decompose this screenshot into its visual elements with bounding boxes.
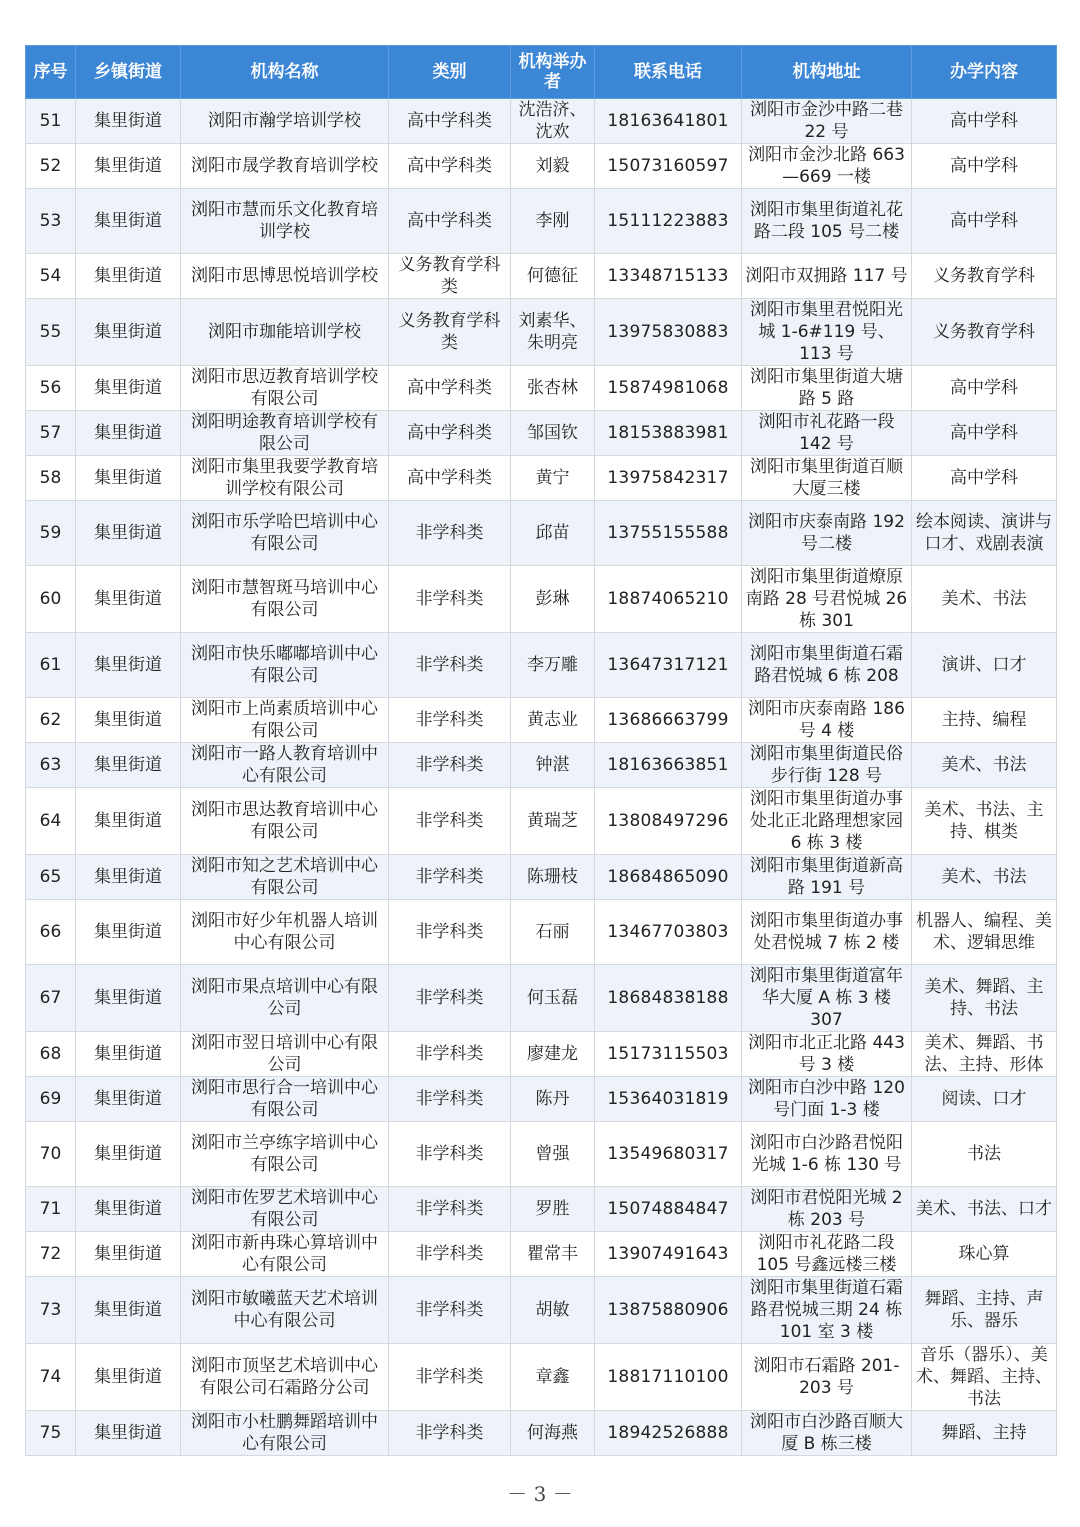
cell-town: 集里街道	[76, 99, 181, 144]
table-row	[26, 788, 1057, 855]
cell-content: 珠心算	[912, 1232, 1057, 1277]
cell-type: 非学科类	[389, 633, 511, 698]
cell-name: 浏阳市翌日培训中心有限公司	[181, 1032, 389, 1077]
cell-holder: 廖建龙	[511, 1032, 595, 1077]
cell-town: 集里街道	[76, 633, 181, 698]
cell-type: 非学科类	[389, 1277, 511, 1344]
table-row	[26, 1077, 1057, 1122]
cell-no: 65	[26, 855, 76, 900]
cell-name: 浏阳市佐罗艺术培训中心有限公司	[181, 1187, 389, 1232]
cell-address: 浏阳市北正北路 443 号 3 楼	[742, 1032, 912, 1077]
cell-no: 69	[26, 1077, 76, 1122]
cell-phone: 13975830883	[595, 299, 742, 366]
cell-content: 舞蹈、主持	[912, 1411, 1057, 1456]
institution-table	[25, 45, 1057, 1456]
cell-no: 70	[26, 1122, 76, 1187]
cell-town: 集里街道	[76, 1122, 181, 1187]
cell-holder: 刘素华、朱明亮	[511, 299, 595, 366]
header-phone: 联系电话	[595, 46, 742, 99]
cell-phone: 13467703803	[595, 900, 742, 965]
table-header-row	[26, 46, 1057, 99]
cell-phone: 13647317121	[595, 633, 742, 698]
table-row	[26, 99, 1057, 144]
cell-name: 浏阳市敏曦蓝天艺术培训中心有限公司	[181, 1277, 389, 1344]
cell-holder: 章鑫	[511, 1344, 595, 1411]
cell-address: 浏阳市集里街道富年华大厦 A 栋 3 楼 307	[742, 965, 912, 1032]
table-row	[26, 1122, 1057, 1187]
cell-address: 浏阳市集里街道石霜路君悦城 6 栋 208	[742, 633, 912, 698]
cell-no: 73	[26, 1277, 76, 1344]
cell-holder: 陈珊枝	[511, 855, 595, 900]
table-row	[26, 1187, 1057, 1232]
cell-town: 集里街道	[76, 965, 181, 1032]
cell-name: 浏阳市好少年机器人培训中心有限公司	[181, 900, 389, 965]
cell-no: 74	[26, 1344, 76, 1411]
cell-type: 非学科类	[389, 501, 511, 566]
cell-address: 浏阳市礼花路一段 142 号	[742, 411, 912, 456]
cell-phone: 15874981068	[595, 366, 742, 411]
cell-address: 浏阳市石霜路 201-203 号	[742, 1344, 912, 1411]
cell-town: 集里街道	[76, 411, 181, 456]
cell-town: 集里街道	[76, 1277, 181, 1344]
cell-holder: 瞿常丰	[511, 1232, 595, 1277]
cell-address: 浏阳市君悦阳光城 2 栋 203 号	[742, 1187, 912, 1232]
table-row	[26, 855, 1057, 900]
cell-holder: 黄宁	[511, 456, 595, 501]
cell-phone: 18874065210	[595, 566, 742, 633]
cell-no: 72	[26, 1232, 76, 1277]
table-row	[26, 1344, 1057, 1411]
header-no: 序号	[26, 46, 76, 99]
cell-address: 浏阳市白沙路君悦阳光城 1-6 栋 130 号	[742, 1122, 912, 1187]
cell-holder: 石丽	[511, 900, 595, 965]
cell-phone: 15111223883	[595, 189, 742, 254]
cell-name: 浏阳市果点培训中心有限公司	[181, 965, 389, 1032]
cell-holder: 李万雕	[511, 633, 595, 698]
cell-name: 浏阳市思达教育培训中心有限公司	[181, 788, 389, 855]
cell-type: 非学科类	[389, 965, 511, 1032]
cell-content: 义务教育学科	[912, 299, 1057, 366]
cell-content: 高中学科	[912, 366, 1057, 411]
cell-name: 浏阳市珈能培训学校	[181, 299, 389, 366]
cell-content: 高中学科	[912, 411, 1057, 456]
cell-town: 集里街道	[76, 1032, 181, 1077]
cell-content: 美术、书法、口才	[912, 1187, 1057, 1232]
table-body	[26, 99, 1057, 1456]
cell-type: 非学科类	[389, 1232, 511, 1277]
cell-address: 浏阳市集里街道办事处君悦城 7 栋 2 楼	[742, 900, 912, 965]
cell-address: 浏阳市白沙中路 120 号门面 1-3 楼	[742, 1077, 912, 1122]
cell-address: 浏阳市集里街道办事处北正北路理想家园 6 栋 3 楼	[742, 788, 912, 855]
cell-holder: 钟湛	[511, 743, 595, 788]
cell-name: 浏阳明途教育培训学校有限公司	[181, 411, 389, 456]
cell-content: 高中学科	[912, 456, 1057, 501]
cell-name: 浏阳市兰亭练字培训中心有限公司	[181, 1122, 389, 1187]
cell-no: 58	[26, 456, 76, 501]
cell-name: 浏阳市上尚素质培训中心有限公司	[181, 698, 389, 743]
table-row	[26, 743, 1057, 788]
cell-town: 集里街道	[76, 1187, 181, 1232]
table-row	[26, 501, 1057, 566]
cell-type: 高中学科类	[389, 99, 511, 144]
cell-name: 浏阳市小杜鹏舞蹈培训中心有限公司	[181, 1411, 389, 1456]
cell-holder: 曾强	[511, 1122, 595, 1187]
cell-address: 浏阳市集里街道新高路 191 号	[742, 855, 912, 900]
cell-phone: 13907491643	[595, 1232, 742, 1277]
table-row	[26, 1232, 1057, 1277]
cell-content: 音乐（器乐）、美术、舞蹈、主持、书法	[912, 1344, 1057, 1411]
cell-type: 高中学科类	[389, 189, 511, 254]
cell-name: 浏阳市慧而乐文化教育培训学校	[181, 189, 389, 254]
cell-content: 主持、编程	[912, 698, 1057, 743]
cell-name: 浏阳市思博思悦培训学校	[181, 254, 389, 299]
cell-type: 非学科类	[389, 566, 511, 633]
cell-content: 书法	[912, 1122, 1057, 1187]
table-row	[26, 698, 1057, 743]
cell-no: 66	[26, 900, 76, 965]
cell-no: 61	[26, 633, 76, 698]
cell-content: 演讲、口才	[912, 633, 1057, 698]
cell-type: 非学科类	[389, 1411, 511, 1456]
cell-holder: 彭琳	[511, 566, 595, 633]
cell-address: 浏阳市白沙路百顺大厦 B 栋三楼	[742, 1411, 912, 1456]
cell-content: 机器人、编程、美术、逻辑思维	[912, 900, 1057, 965]
page-number: － 3 －	[507, 1482, 573, 1506]
cell-town: 集里街道	[76, 1411, 181, 1456]
cell-town: 集里街道	[76, 1077, 181, 1122]
cell-address: 浏阳市庆泰南路 186 号 4 楼	[742, 698, 912, 743]
cell-town: 集里街道	[76, 788, 181, 855]
cell-town: 集里街道	[76, 299, 181, 366]
cell-no: 57	[26, 411, 76, 456]
cell-address: 浏阳市金沙北路 663—669 一楼	[742, 144, 912, 189]
cell-content: 美术、舞蹈、主持、书法	[912, 965, 1057, 1032]
cell-type: 非学科类	[389, 788, 511, 855]
cell-content: 美术、书法	[912, 566, 1057, 633]
cell-holder: 罗胜	[511, 1187, 595, 1232]
table-row	[26, 1411, 1057, 1456]
cell-phone: 18163641801	[595, 99, 742, 144]
cell-holder: 邹国钦	[511, 411, 595, 456]
cell-holder: 何德征	[511, 254, 595, 299]
cell-holder: 胡敏	[511, 1277, 595, 1344]
table-row	[26, 144, 1057, 189]
cell-type: 非学科类	[389, 855, 511, 900]
cell-town: 集里街道	[76, 1232, 181, 1277]
cell-type: 高中学科类	[389, 456, 511, 501]
cell-no: 75	[26, 1411, 76, 1456]
cell-address: 浏阳市双拥路 117 号	[742, 254, 912, 299]
cell-no: 55	[26, 299, 76, 366]
cell-phone: 13686663799	[595, 698, 742, 743]
cell-name: 浏阳市瀚学培训学校	[181, 99, 389, 144]
cell-no: 64	[26, 788, 76, 855]
table-row	[26, 1277, 1057, 1344]
cell-content: 美术、书法	[912, 855, 1057, 900]
cell-town: 集里街道	[76, 743, 181, 788]
cell-town: 集里街道	[76, 501, 181, 566]
table-row	[26, 633, 1057, 698]
cell-type: 义务教育学科类	[389, 254, 511, 299]
cell-holder: 陈丹	[511, 1077, 595, 1122]
cell-name: 浏阳市新冉珠心算培训中心有限公司	[181, 1232, 389, 1277]
cell-address: 浏阳市集里街道石霜路君悦城三期 24 栋 101 室 3 楼	[742, 1277, 912, 1344]
cell-phone: 15073160597	[595, 144, 742, 189]
cell-type: 非学科类	[389, 1122, 511, 1187]
cell-holder: 何海燕	[511, 1411, 595, 1456]
cell-name: 浏阳市一路人教育培训中心有限公司	[181, 743, 389, 788]
cell-type: 非学科类	[389, 743, 511, 788]
cell-town: 集里街道	[76, 366, 181, 411]
cell-address: 浏阳市集里街道燎原南路 28 号君悦城 26 栋 301	[742, 566, 912, 633]
cell-holder: 刘毅	[511, 144, 595, 189]
cell-town: 集里街道	[76, 144, 181, 189]
cell-name: 浏阳市慧智斑马培训中心有限公司	[181, 566, 389, 633]
table-row	[26, 299, 1057, 366]
cell-no: 60	[26, 566, 76, 633]
cell-content: 美术、舞蹈、书法、主持、形体	[912, 1032, 1057, 1077]
cell-name: 浏阳市思行合一培训中心有限公司	[181, 1077, 389, 1122]
cell-content: 高中学科	[912, 144, 1057, 189]
cell-address: 浏阳市集里街道百顺大厦三楼	[742, 456, 912, 501]
cell-phone: 18153883981	[595, 411, 742, 456]
cell-address: 浏阳市集里街道大塘路 5 路	[742, 366, 912, 411]
cell-town: 集里街道	[76, 900, 181, 965]
cell-holder: 黄志业	[511, 698, 595, 743]
cell-phone: 18817110100	[595, 1344, 742, 1411]
cell-name: 浏阳市知之艺术培训中心有限公司	[181, 855, 389, 900]
cell-phone: 13549680317	[595, 1122, 742, 1187]
cell-content: 高中学科	[912, 99, 1057, 144]
cell-no: 67	[26, 965, 76, 1032]
cell-content: 美术、书法	[912, 743, 1057, 788]
cell-no: 68	[26, 1032, 76, 1077]
cell-type: 高中学科类	[389, 366, 511, 411]
cell-phone: 13875880906	[595, 1277, 742, 1344]
cell-town: 集里街道	[76, 456, 181, 501]
cell-address: 浏阳市集里街道民俗步行街 128 号	[742, 743, 912, 788]
cell-type: 非学科类	[389, 698, 511, 743]
cell-holder: 李刚	[511, 189, 595, 254]
cell-type: 非学科类	[389, 1077, 511, 1122]
cell-type: 非学科类	[389, 900, 511, 965]
cell-type: 义务教育学科类	[389, 299, 511, 366]
cell-holder: 张杏林	[511, 366, 595, 411]
cell-address: 浏阳市集里君悦阳光城 1-6#119 号、113 号	[742, 299, 912, 366]
cell-no: 56	[26, 366, 76, 411]
cell-town: 集里街道	[76, 855, 181, 900]
cell-holder: 沈浩济、沈欢	[511, 99, 595, 144]
cell-town: 集里街道	[76, 566, 181, 633]
cell-name: 浏阳市顶坚艺术培训中心有限公司石霜路分公司	[181, 1344, 389, 1411]
cell-holder: 黄瑞芝	[511, 788, 595, 855]
cell-address: 浏阳市庆泰南路 192 号二楼	[742, 501, 912, 566]
cell-no: 51	[26, 99, 76, 144]
cell-type: 非学科类	[389, 1187, 511, 1232]
cell-address: 浏阳市礼花路二段 105 号鑫远楼三楼	[742, 1232, 912, 1277]
table-row	[26, 566, 1057, 633]
table-row	[26, 1032, 1057, 1077]
cell-name: 浏阳市乐学哈巴培训中心有限公司	[181, 501, 389, 566]
cell-address: 浏阳市集里街道礼花路二段 105 号二楼	[742, 189, 912, 254]
cell-no: 52	[26, 144, 76, 189]
cell-type: 非学科类	[389, 1344, 511, 1411]
cell-no: 62	[26, 698, 76, 743]
header-address: 机构地址	[742, 46, 912, 99]
cell-phone: 18684865090	[595, 855, 742, 900]
cell-content: 高中学科	[912, 189, 1057, 254]
header-type: 类别	[389, 46, 511, 99]
table-row	[26, 456, 1057, 501]
cell-name: 浏阳市思迈教育培训学校有限公司	[181, 366, 389, 411]
cell-phone: 15364031819	[595, 1077, 742, 1122]
cell-name: 浏阳市快乐嘟嘟培训中心有限公司	[181, 633, 389, 698]
cell-town: 集里街道	[76, 1344, 181, 1411]
cell-town: 集里街道	[76, 254, 181, 299]
cell-name: 浏阳市集里我要学教育培训学校有限公司	[181, 456, 389, 501]
cell-content: 绘本阅读、演讲与口才、戏剧表演	[912, 501, 1057, 566]
cell-type: 非学科类	[389, 1032, 511, 1077]
cell-no: 59	[26, 501, 76, 566]
cell-phone: 13808497296	[595, 788, 742, 855]
cell-phone: 18942526888	[595, 1411, 742, 1456]
table-row	[26, 254, 1057, 299]
cell-phone: 13755155588	[595, 501, 742, 566]
cell-address: 浏阳市金沙中路二巷 22 号	[742, 99, 912, 144]
cell-phone: 18163663851	[595, 743, 742, 788]
cell-town: 集里街道	[76, 189, 181, 254]
cell-no: 71	[26, 1187, 76, 1232]
cell-holder: 何玉磊	[511, 965, 595, 1032]
table-row	[26, 900, 1057, 965]
header-holder: 机构举办者	[511, 46, 595, 99]
cell-phone: 15074884847	[595, 1187, 742, 1232]
table-row	[26, 965, 1057, 1032]
cell-content: 义务教育学科	[912, 254, 1057, 299]
cell-content: 阅读、口才	[912, 1077, 1057, 1122]
table-row	[26, 366, 1057, 411]
header-name: 机构名称	[181, 46, 389, 99]
cell-town: 集里街道	[76, 698, 181, 743]
header-content: 办学内容	[912, 46, 1057, 99]
header-town: 乡镇街道	[76, 46, 181, 99]
cell-no: 54	[26, 254, 76, 299]
cell-no: 53	[26, 189, 76, 254]
cell-phone: 13348715133	[595, 254, 742, 299]
cell-phone: 18684838188	[595, 965, 742, 1032]
cell-no: 63	[26, 743, 76, 788]
table-row	[26, 411, 1057, 456]
table-row	[26, 189, 1057, 254]
cell-name: 浏阳市晟学教育培训学校	[181, 144, 389, 189]
cell-holder: 邱苗	[511, 501, 595, 566]
cell-type: 高中学科类	[389, 411, 511, 456]
cell-phone: 13975842317	[595, 456, 742, 501]
cell-content: 舞蹈、主持、声乐、器乐	[912, 1277, 1057, 1344]
cell-content: 美术、书法、主持、棋类	[912, 788, 1057, 855]
cell-phone: 15173115503	[595, 1032, 742, 1077]
cell-type: 高中学科类	[389, 144, 511, 189]
